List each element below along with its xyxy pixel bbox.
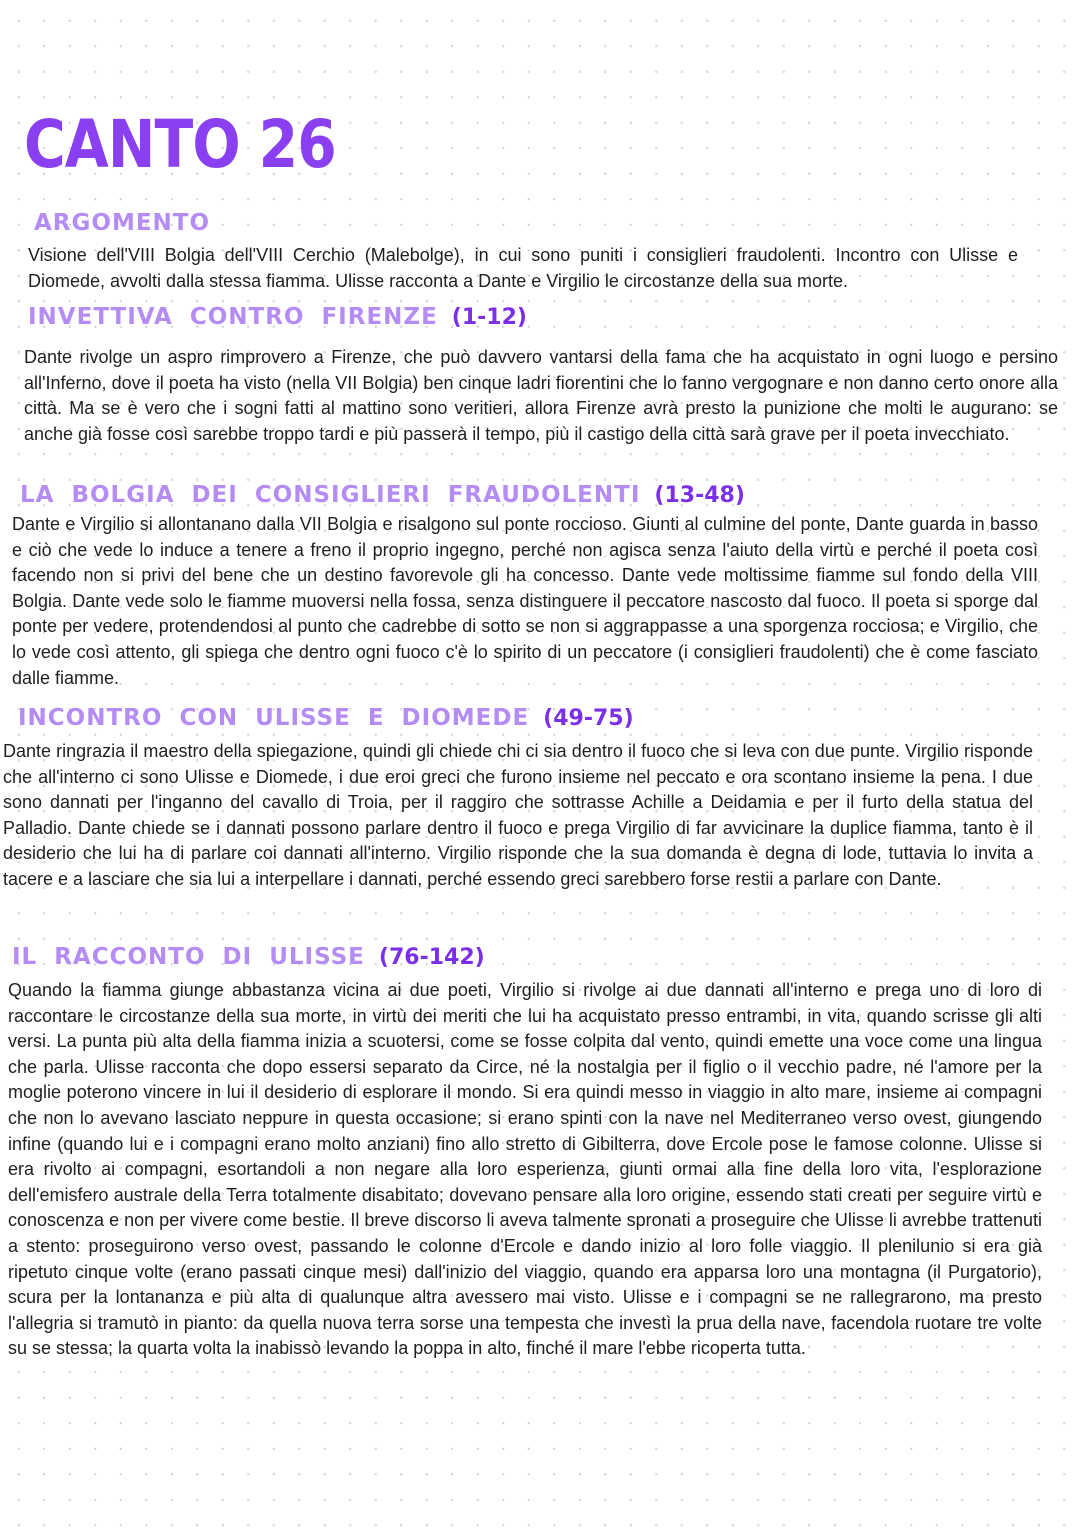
verse-range: (13-48) xyxy=(654,483,745,508)
section-text-invettiva: Dante rivolge un aspro rimprovero a Firenze, che può davvero vantarsi della fama che ha acquistato in ogni luogo e persino all'Inferno, dove il poeta ha visto (nella VII Bolgia) ben cinque ladri fiorentini che lo fanno vergognare e non danno certo onore alla città. Ma se è vero che i sogni fatti al mattino sono veritieri, allora Firenze avrà presto la punizione che molti le augurano: se anche già fosse così sarebbe troppo tardi e più passerà il tempo, più il castigo della città sarà grave per il poeta invecchiato. xyxy=(24,347,1058,444)
section-heading-racconto xyxy=(12,946,485,969)
verse-range: (1-12) xyxy=(451,305,527,330)
section-heading-label: LA BOLGIA DEI CONSIGLIERI FRAUDOLENTI xyxy=(20,482,641,508)
section-text-bolgia: Dante e Virgilio si allontanano dalla VII Bolgia e risalgono sul ponte roccioso. Giunti al culmine del ponte, Dante guarda in basso e ciò che vede lo induce a tenere a freno il proprio ingegno, perché non agisca senza l'aiuto della virtù e perché il poeta così facendo non si privi del bene che un destino favorevole gli ha concesso. Dante vede moltissime fiamme sul fondo della VIII Bolgia. Dante vede solo le fiamme muoversi nella fossa, senza distinguere il peccatore nascosto dal fuoco. Il poeta si sporge dal ponte per vedere, protendendosi al punto che cadrebbe di sotto se non si aggrappasse a una sporgenza rocciosa; e Virgilio, che lo vede così attento, gli spiega che dentro ogni fuoco c'è lo spirito di un peccatore (i consiglieri fraudolenti) che è come fasciato dalle fiamme. xyxy=(12,514,1038,688)
section-text-racconto: Quando la fiamma giunge abbastanza vicina ai due poeti, Virgilio si rivolge ai due dannati all'interno e prega uno di loro di raccontare le circostanze della sua morte, in virtù dei meriti che lui ha acquistato presso entrambi, in vita, quando scrisse gli alti versi. La punta più alta della fiamma inizia a scuotersi, come se fosse colpita dal vento, quindi emette una voce come una lingua che parla. Ulisse racconta che dopo essersi separato da Circe, né la nostalgia per il figlio o il vecchio padre, né l'amore per la moglie poterono vincere in lui il desiderio di esplorare il mondo. Si era quindi messo in viaggio in alto mare, insieme ai compagni che non lo avevano lasciato neppure in questa occasione; si erano spinti con la nave nel Mediterraneo verso ovest, giungendo infine (quando lui e i compagni erano molto anziani) fino allo stretto di Gibilterra, dove Ercole pose le famose colonne. Ulisse si era rivolto ai compagni, esortandoli a non negare alla loro esperienza, giunti ormai alla fine della loro vita, l'esplorazione dell'emisfero australe della Terra totalmente disabitato; dovevano pensare alla loro origine, essendo stati creati per seguire virtù e conoscenza e non per vivere come bestie. Il breve discorso li aveva talmente spronati a proseguire che Ulisse li avrebbe trattenuti a stento: proseguirono verso ovest, passando le colonne d'Ercole e dando inizio al loro folle viaggio. Il plenilunio si era già ripetuto cinque volte (erano passati cinque mesi) dall'inizio del viaggio, quando era apparsa loro una montagna (il Purgatorio), scura per la lontananza e più alta di qualunque altra avessero mai visto. Ulisse e i compagni se ne rallegrarono, ma presto l'allegria si tramutò in pianto: da quella nuova terra sorse una tempesta che investì la prua della nave, facendola ruotare tre volte su se stessa; la quarta volta la inabissò levando la poppa in alto, finché il mare l'ebbe ricoperta tutta. xyxy=(8,980,1042,1359)
section-text-argomento: Visione dell'VIII Bolgia dell'VIII Cerchio (Malebolge), in cui sono puniti i consiglieri fraudolenti. Incontro con Ulisse e Diomede, avvolti dalla stessa fiamma. Ulisse racconta a Dante e Virgilio le circostanze della sua morte. xyxy=(28,245,1018,291)
verse-range: (49-75) xyxy=(543,706,634,731)
page-title: CANTO 26 xyxy=(24,106,336,183)
section-text-incontro: Dante ringrazia il maestro della spiegazione, quindi gli chiede chi ci sia dentro il fuoco che si leva con due punte. Virgilio risponde che all'interno ci sono Ulisse e Diomede, i due eroi greci che furono insieme nel peccato e ora scontano insieme la pena. I due sono dannati per l'inganno del cavallo di Troia, per il raggiro che sottrasse Achille a Deidamia e per il furto della statua del Palladio. Dante chiede se i dannati possono parlare dentro il fuoco e prega Virgilio di far avvicinare la duplice fiamma, tanto è il desiderio che lui ha di parlare coi dannati all'interno. Virgilio risponde che la sua domanda è degna di lode, tuttavia lo invita a tacere e a lasciare che sia lui a interpellare i dannati, perché essendo greci sarebbero forse restii a parlare con Dante. xyxy=(3,741,1033,889)
section-heading-bolgia xyxy=(20,484,745,507)
section-heading-argomento xyxy=(34,212,210,235)
section-heading-label: ARGOMENTO xyxy=(34,210,211,236)
section-heading-label: IL RACCONTO DI ULISSE xyxy=(12,944,365,970)
section-heading-label: INVETTIVA CONTRO FIRENZE xyxy=(28,304,438,330)
section-heading-invettiva xyxy=(28,306,527,329)
section-heading-incontro xyxy=(18,707,634,730)
verse-range: (76-142) xyxy=(378,945,485,970)
section-heading-label: INCONTRO CON ULISSE E DIOMEDE xyxy=(18,705,530,731)
